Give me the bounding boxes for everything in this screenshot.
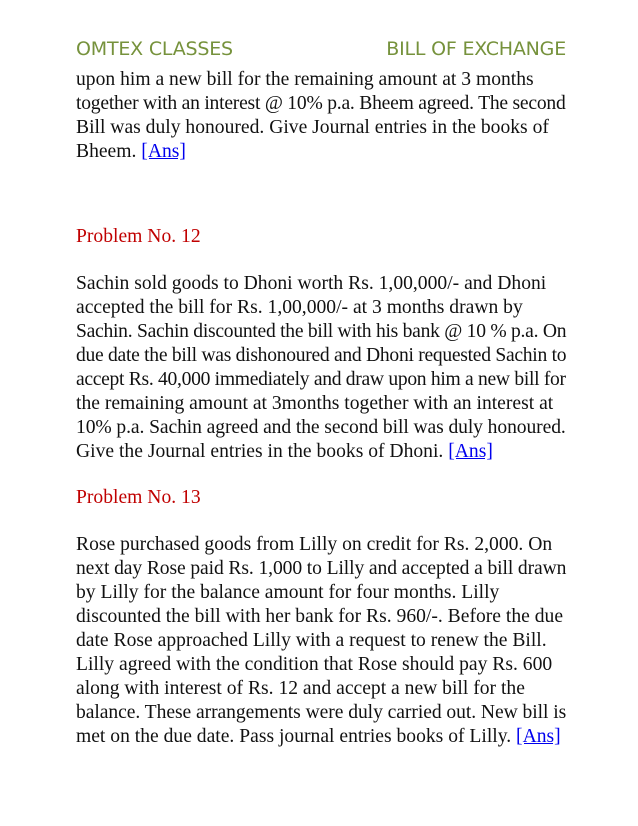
text-fragment: met on the due date. Pass journal entries books of Lilly.	[76, 726, 517, 747]
text-fragment: Bheem.	[76, 141, 142, 162]
header-left-title: OMTEX CLASSES	[76, 38, 233, 60]
text-line-last	[76, 725, 566, 749]
text-line: Lilly agreed with the condition that Rose should pay Rs. 600	[76, 654, 553, 675]
text-line: Sachin. Sachin discounted the bill with his bank @ 10 % p.a. On	[76, 321, 567, 342]
text-line: accept Rs. 40,000 immediately and draw upon him a new bill for	[76, 369, 566, 390]
text-line: balance. These arrangements were duly carried out. New bill is	[76, 702, 567, 723]
text-fragment: Give the Journal entries in the books of Dhoni.	[76, 441, 449, 462]
text-line: accepted the bill for Rs. 1,00,000/- at 3 months drawn by	[76, 297, 523, 318]
text-line: discounted the bill with her bank for Rs. 960/-. Before the due	[76, 606, 564, 627]
text-line: 10% p.a. Sachin agreed and the second bill was duly honoured.	[76, 417, 566, 438]
page-header	[76, 38, 566, 68]
text-line: upon him a new bill for the remaining amount at 3 months	[76, 69, 534, 90]
problem-13-paragraph	[76, 533, 566, 749]
problem-12-heading: Problem No. 12	[76, 226, 201, 247]
text-line: next day Rose paid Rs. 1,000 to Lilly and accepted a bill drawn	[76, 558, 567, 579]
page-content	[76, 68, 566, 749]
text-line: along with interest of Rs. 12 and accept a new bill for the	[76, 678, 525, 699]
text-line: Bill was duly honoured. Give Journal entries in the books of	[76, 117, 549, 138]
text-line: by Lilly for the balance amount for four months. Lilly	[76, 582, 500, 603]
text-line: date Rose approached Lilly with a request to renew the Bill.	[76, 630, 547, 651]
text-line-last	[76, 440, 566, 464]
header-right-title: BILL OF EXCHANGE	[386, 38, 566, 60]
text-line-last	[76, 140, 566, 164]
text-line: Rose purchased goods from Lilly on credit for Rs. 2,000. On	[76, 534, 553, 555]
text-line: the remaining amount at 3months together with an interest at	[76, 393, 554, 414]
problem-13-heading: Problem No. 13	[76, 487, 201, 508]
ans-link-intro[interactable]: [Ans]	[141, 141, 186, 162]
problem-12-paragraph	[76, 272, 566, 464]
intro-paragraph	[76, 68, 566, 164]
text-line: Sachin sold goods to Dhoni worth Rs. 1,00,000/- and Dhoni	[76, 273, 547, 294]
ans-link-problem-13[interactable]: [Ans]	[516, 726, 561, 747]
text-line: due date the bill was dishonoured and Dhoni requested Sachin to	[76, 345, 567, 366]
ans-link-problem-12[interactable]: [Ans]	[448, 441, 493, 462]
text-line: together with an interest @ 10% p.a. Bheem agreed. The second	[76, 93, 566, 114]
